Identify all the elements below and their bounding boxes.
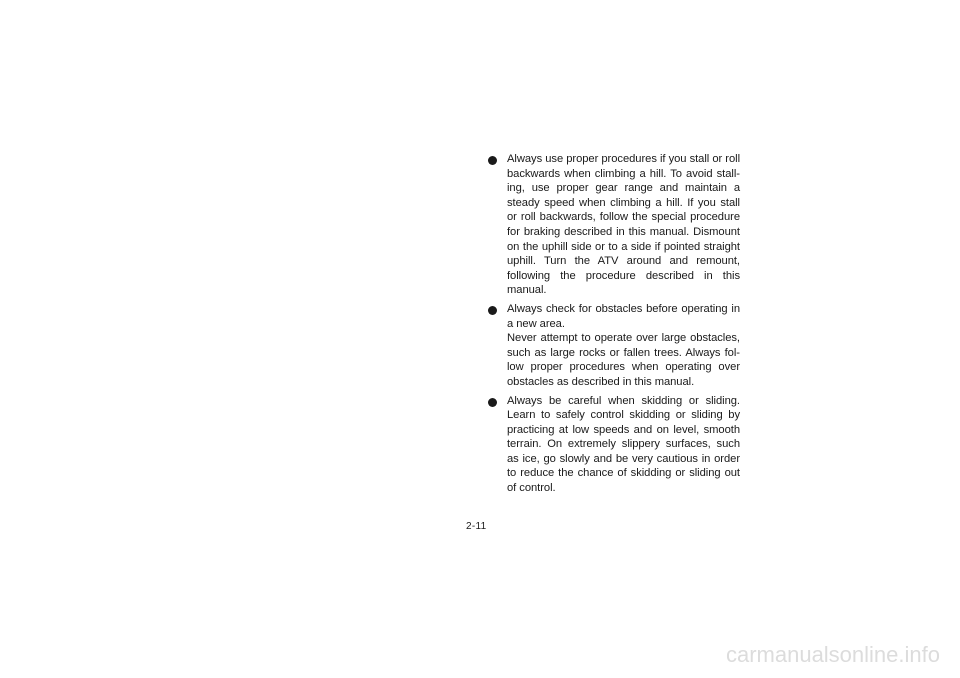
bullet-text-continued: Never attempt to operate over large obstacles, such as large rocks or fallen trees. Always follow proper procedures when operating over obstacles as described in this manual.	[507, 332, 740, 388]
bullet-text: Always be careful when skidding or sliding. Learn to safely control skidding or sliding by practicing at low speeds and on level, smooth terrain. On extremely slippery surfaces, such as ice, go slowly and be very cautious in order to reduce the chance of skidding or sliding out of control.	[507, 394, 740, 495]
bullet-item-skidding	[487, 394, 740, 496]
bullet-dot-icon	[488, 156, 497, 165]
bullet-item-stall-procedure	[487, 152, 740, 298]
page-number: 2-11	[466, 521, 487, 532]
watermark: carmanualsonline.info	[725, 642, 940, 667]
bullet-text: Always check for obstacles before operating in a new area.	[507, 302, 740, 330]
bullet-item-obstacles	[487, 302, 740, 390]
safety-bullet-list	[487, 152, 740, 500]
bullet-text: Always use proper procedures if you stall or roll backwards when climbing a hill. To avoid stalling, use proper gear range and maintain a steady speed when climbing a hill. If you stall or roll backwards, follow the special procedure for braking described in this manual. Dismount on the uphill side or to a side if pointed straight uphill. Turn the ATV around and remount, following the procedure described in this manual.	[507, 153, 740, 297]
bullet-dot-icon	[488, 398, 497, 407]
bullet-dot-icon	[488, 306, 497, 315]
